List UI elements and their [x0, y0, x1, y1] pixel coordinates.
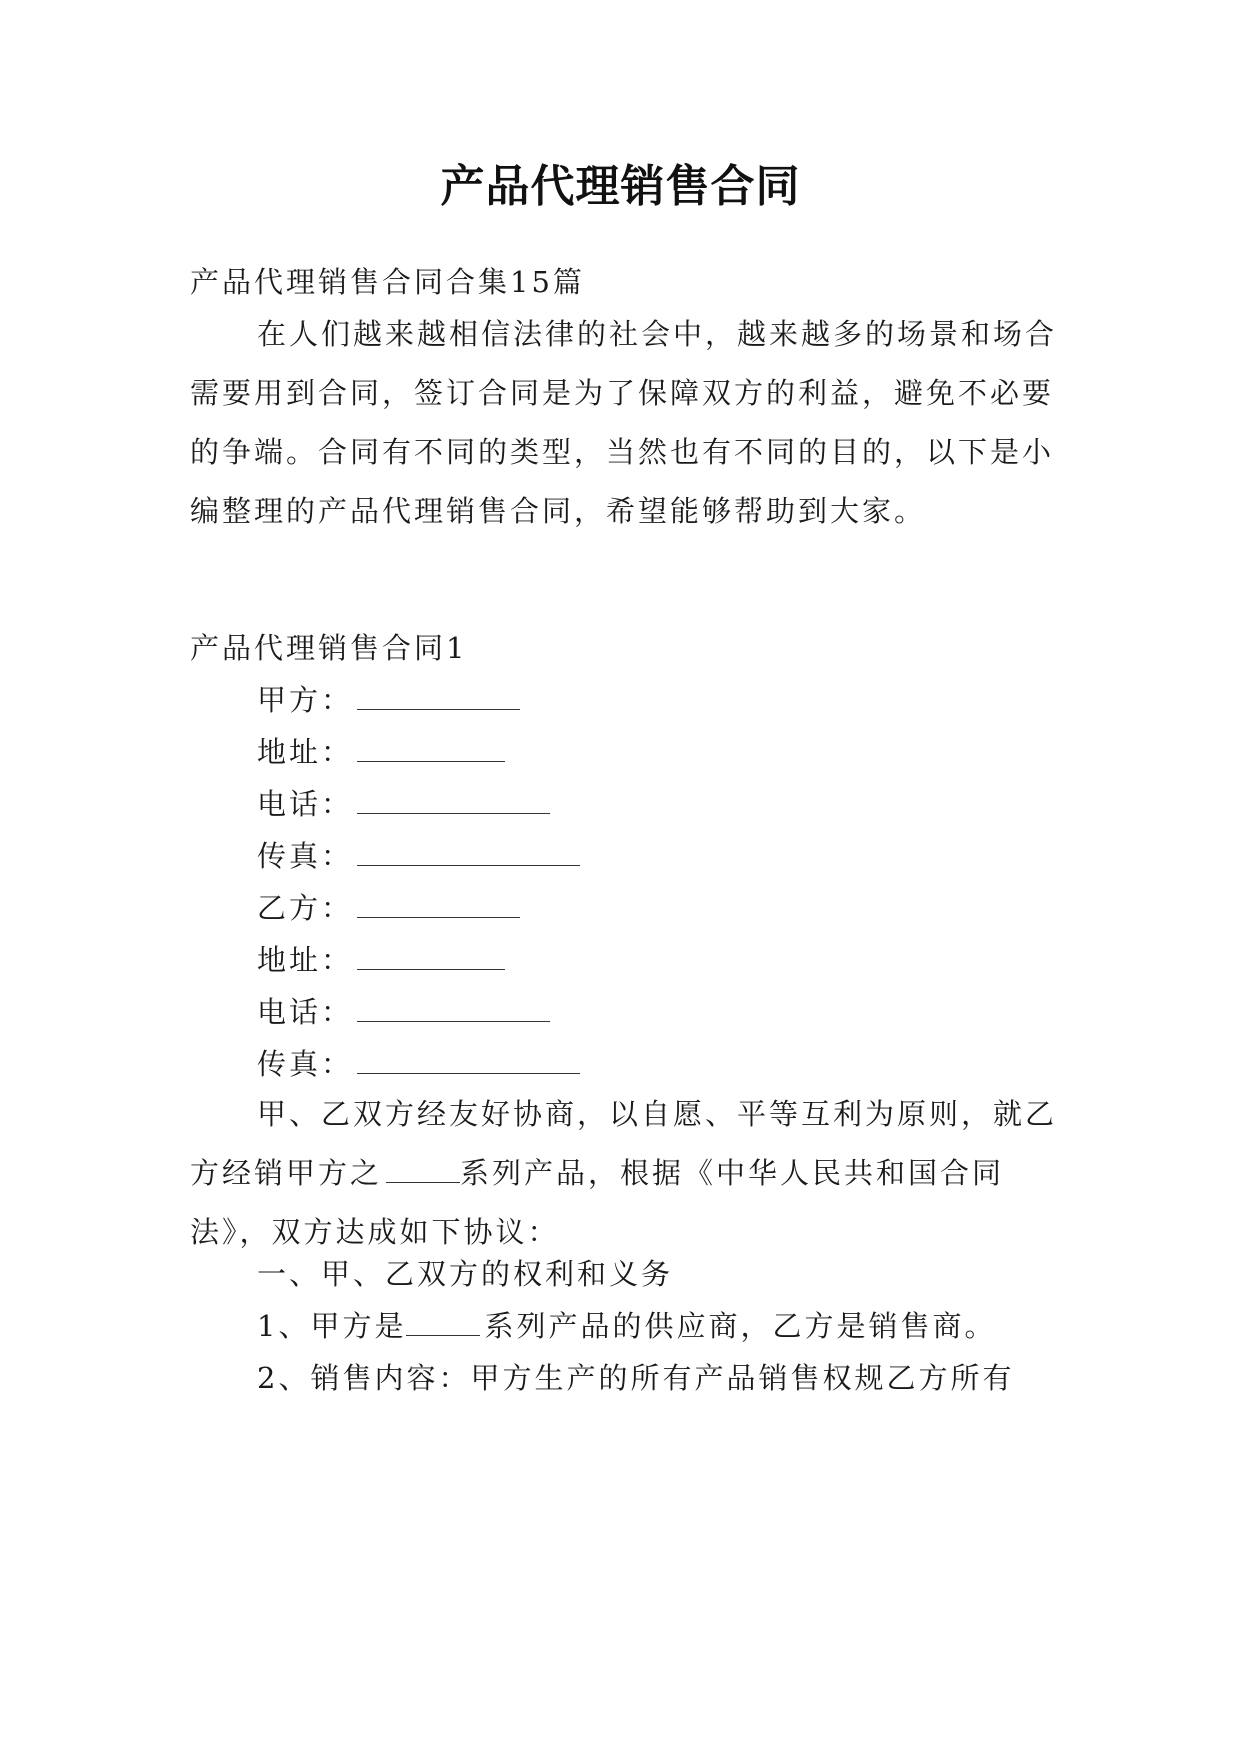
clause-1-pre: 1、甲方是	[257, 1309, 407, 1343]
collection-heading: 产品代理销售合同合集15篇	[190, 265, 585, 299]
party-b-name-label: 乙方：	[257, 891, 354, 925]
party-a-name-blank	[357, 685, 520, 710]
document-title: 产品代理销售合同	[440, 161, 801, 212]
agreement-paragraph-pre: 甲、乙双方经友好协商，以自愿、平等互利为原则，就乙方经销甲方之	[190, 1097, 1058, 1190]
party-b-address-blank	[357, 945, 505, 970]
section-1-heading: 一、甲、乙双方的权利和义务	[257, 1257, 674, 1291]
party-b-fax-label: 传真：	[257, 1047, 354, 1081]
party-a-fax-label: 传真：	[257, 839, 354, 873]
intro-paragraph: 在人们越来越相信法律的社会中，越来越多的场景和场合需要用到合同，签订合同是为了保障双方的利益，避免不必要的争端。合同有不同的类型，当然也有不同的目的，以下是小编整理的产品代理销售合同，希望能够帮助到大家。	[190, 317, 1058, 528]
party-b-fax-blank	[357, 1049, 580, 1074]
party-a-fax-blank	[357, 841, 580, 866]
party-b-phone-label: 电话：	[257, 995, 354, 1029]
party-b-name-blank	[357, 893, 520, 918]
party-a-fax-row	[257, 836, 580, 876]
clause-1	[257, 1306, 996, 1346]
clause-1-post: 系列产品的供应商，乙方是销售商。	[484, 1309, 997, 1343]
party-b-fax-row	[257, 1044, 580, 1084]
agreement-paragraph-post: 系列产品，根据《中华人民共和国合同法》，双方达成如下协议：	[190, 1156, 1005, 1249]
party-a-address-label: 地址：	[257, 735, 354, 769]
product-series-blank	[386, 1158, 460, 1183]
agreement-paragraph	[190, 1085, 1070, 1262]
party-a-name-row	[257, 680, 520, 720]
party-a-address-row	[257, 732, 505, 772]
party-b-name-row	[257, 888, 520, 928]
party-a-phone-label: 电话：	[257, 787, 354, 821]
party-a-name-label: 甲方：	[257, 683, 354, 717]
clause-2: 2、销售内容：甲方生产的所有产品销售权规乙方所有	[257, 1361, 1015, 1395]
party-a-phone-row	[257, 784, 550, 824]
party-b-phone-blank	[357, 997, 550, 1022]
contract-heading: 产品代理销售合同1	[190, 631, 468, 665]
clause-1-blank	[406, 1311, 480, 1336]
party-b-address-label: 地址：	[257, 943, 354, 977]
party-b-address-row	[257, 940, 505, 980]
party-b-phone-row	[257, 992, 550, 1032]
party-a-address-blank	[357, 737, 505, 762]
party-a-phone-blank	[357, 789, 550, 814]
